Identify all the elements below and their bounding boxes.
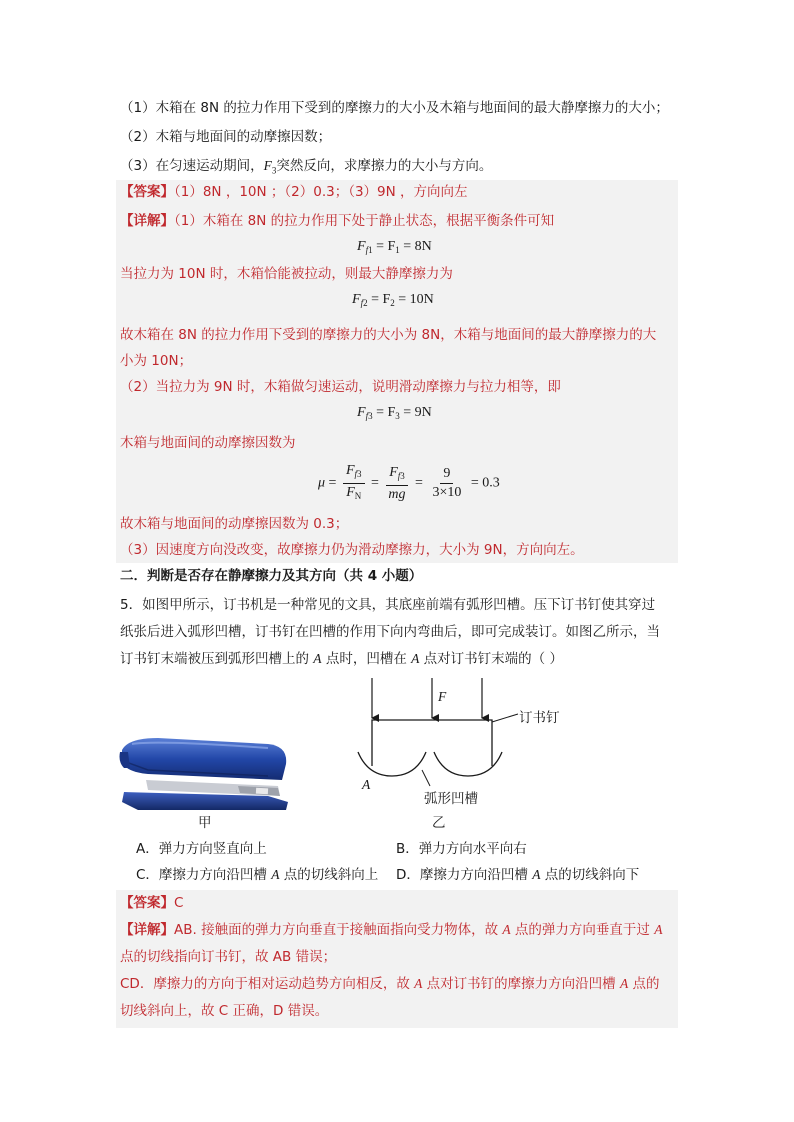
figure-label-yi: 乙 [432,815,446,831]
detail-q4-line7: 故木箱与地面间的动摩擦因数为 0.3； [120,516,349,532]
detail-q5-line1: 【详解】AB. 接触面的弹力方向垂直于接触面指向受力物体，故 A 点的弹力方向垂直于过 A [120,922,663,938]
detail-q4-line2: 当拉力为 10N 时，木箱恰能被拉动，则最大静摩擦力为 [120,266,453,282]
q5-line2: 纸张后进入弧形凹槽，订书钉在凹槽的作用下向内弯曲后，即可完成装订。如图乙所示，当 [120,624,660,640]
figure-label-jia: 甲 [198,815,212,831]
option-b: B．弹力方向水平向右 [396,841,527,857]
q5-line1: 5．如图甲所示，订书机是一种常见的文具，其底座前端有弧形凹槽。压下订书钉使其穿过 [120,597,656,613]
answer-q4: 【答案】（1）8N ，10N ；（2）0.3；（3）9N ，方向向左 [120,184,468,200]
label-staple: 订书钉 [519,710,560,726]
option-a: A．弹力方向竖直向上 [136,841,267,857]
detail-q4-line4: 小为 10N； [120,353,193,369]
q4-part2: （2）木箱与地面间的动摩擦因数； [120,129,332,145]
detail-q4-line1: 【详解】（1）木箱在 8N 的拉力作用下处于静止状态，根据平衡条件可知 [120,213,555,229]
equation-2: $F_{f2} = F_2 = 10N$ [352,292,434,308]
detail-q4-line3: 故木箱在 8N 的拉力作用下受到的摩擦力的大小为 8N，木箱与地面间的最大静摩擦力的大 [120,327,657,343]
detail-q5-line2: 点的切线指向订书钉，故 AB 错误； [120,949,337,965]
staple-shape [372,720,492,766]
option-d: D．摩擦力方向沿凹槽 A 点的切线斜向下 [396,867,640,883]
q4-part1: （1）木箱在 8N 的拉力作用下受到的摩擦力的大小及木箱与地面间的最大静摩擦力的大小； [120,100,669,116]
option-c: C．摩擦力方向沿凹槽 A 点的切线斜向上 [136,867,379,883]
equation-1: $F_{f1} = F_1 = 8N$ [357,239,432,255]
label-force-F: F [438,689,447,704]
answer-block-q4 [116,180,678,563]
stapler-image [118,722,294,814]
detail-q5-line4: 切线斜向上，故 C 正确，D 错误。 [120,1003,329,1019]
q4-part3: （3）在匀速运动期间，$F_3$突然反向，求摩擦力的大小与方向。 [120,158,493,176]
staple-diagram [350,674,580,804]
detail-q4-line5: （2）当拉力为 9N 时，木箱做匀速运动，说明滑动摩擦力与拉力相等，即 [120,379,561,395]
detail-q4-line8: （3）因速度方向没改变，故摩擦力仍为滑动摩擦力，大小为 9N，方向向左。 [120,542,584,558]
label-groove: 弧形凹槽 [424,791,478,807]
equation-4: μ = $\frac{F_{f3}}{F_N}$ = $\frac{F_{f3}}{mg}$ = $\frac{9}{3\times 10}$ = 0.3 [318,463,500,502]
label-point-A: A [362,777,371,792]
groove-left [358,752,426,776]
equation-3: $F_{f3} = F_3 = 9N$ [357,405,432,421]
section-heading: 二．判断是否存在静摩擦力及其方向（共 4 小题） [120,568,423,584]
q5-line3: 订书钉末端被压到弧形凹槽上的 A 点时，凹槽在 A 点对订书钉末端的（ ） [120,651,563,667]
detail-q5-line3: CD．摩擦力的方向于相对运动趋势方向相反，故 A 点对订书钉的摩擦力方向沿凹槽 A 点的 [120,976,660,992]
detail-q4-line6: 木箱与地面间的动摩擦因数为 [120,435,296,451]
answer-q5: 【答案】C [120,895,184,911]
